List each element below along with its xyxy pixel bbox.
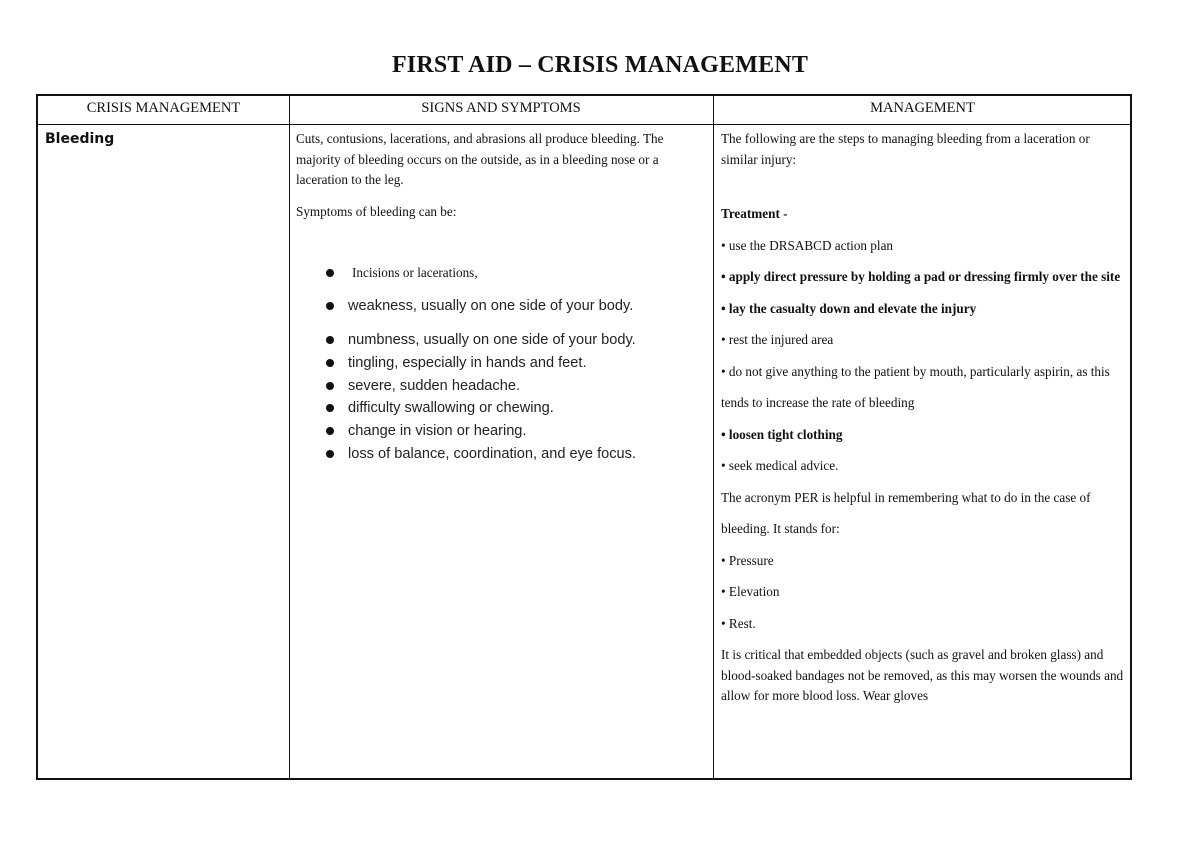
bullet-icon — [326, 450, 334, 458]
treatment-step: • rest the injured area — [721, 332, 834, 347]
treatment-step: • do not give anything to the patient by mouth, particularly aspirin, as this — [721, 363, 1110, 379]
list-item — [296, 443, 706, 466]
bullet-icon — [326, 382, 334, 390]
list-item — [296, 263, 706, 284]
crisis-cell: Bleeding — [45, 131, 115, 147]
bullet-icon — [326, 404, 334, 412]
symptom-text: numbness, usually on one side of your body. — [348, 332, 636, 349]
list-item — [296, 295, 706, 318]
treatment-step: • apply direct pressure by holding a pad or dressing firmly over the site — [721, 269, 1121, 284]
symptom-text: weakness, usually on one side of your body. — [348, 297, 634, 314]
bullet-icon — [326, 302, 334, 310]
per-item: • Pressure — [721, 552, 774, 568]
symptom-text: loss of balance, coordination, and eye focus. — [348, 445, 637, 462]
header-crisis-management: CRISIS MANAGEMENT — [86, 100, 241, 116]
treatment-step: • use the DRSABCD action plan — [721, 237, 894, 253]
header-management: MANAGEMENT — [870, 100, 975, 116]
treatment-step: • lay the casualty down and elevate the injury — [721, 300, 977, 316]
symptoms-lead: Symptoms of bleeding can be: — [296, 203, 457, 219]
document-title: FIRST AID – CRISIS MANAGEMENT — [391, 52, 809, 78]
crisis-management-table — [36, 94, 1132, 780]
treatment-step: • seek medical advice. — [721, 458, 839, 473]
bullet-icon — [326, 427, 334, 435]
treatment-heading: Treatment - — [721, 206, 788, 221]
treatment-step: tends to increase the rate of bleeding — [721, 395, 915, 410]
header-signs-and-symptoms: SIGNS AND SYMPTOMS — [421, 100, 581, 116]
signs-intro: Cuts, contusions, lacerations, and abrasions all produce bleeding. The majority of bleeding occurs on the outside, as in a bleeding nose or a laceration to the leg. — [296, 131, 664, 187]
symptom-text: severe, sudden headache. — [348, 377, 521, 394]
per-intro: bleeding. It stands for: — [721, 521, 840, 536]
bullet-icon — [326, 336, 334, 344]
management-intro: The following are the steps to managing bleeding from a laceration or similar injury: — [721, 131, 1090, 167]
symptom-text: change in vision or hearing. — [348, 423, 527, 440]
closing-paragraph: It is critical that embedded objects (such as gravel and broken glass) and blood-soaked bandages not be removed, as this may worsen the wounds and allow for more blood loss. Wear gloves — [721, 647, 1124, 703]
column-divider — [713, 96, 714, 778]
list-item — [296, 375, 706, 398]
signs-cell — [296, 129, 706, 465]
list-item — [296, 420, 706, 443]
symptom-text: difficulty swallowing or chewing. — [348, 400, 554, 417]
per-item: • Elevation — [721, 584, 780, 599]
bullet-icon — [326, 359, 334, 367]
treatment-step: • loosen tight clothing — [721, 426, 843, 442]
per-item: • Rest. — [721, 615, 756, 631]
list-item — [296, 397, 706, 420]
symptom-text: Incisions or lacerations, — [352, 265, 478, 280]
bullet-icon — [326, 269, 334, 277]
symptom-text: tingling, especially in hands and feet. — [348, 354, 587, 371]
list-item — [296, 329, 706, 352]
column-divider — [289, 96, 290, 778]
per-intro: The acronym PER is helpful in remembering what to do in the case of — [721, 489, 1091, 505]
management-cell — [721, 129, 1126, 707]
list-item — [296, 352, 706, 375]
symptoms-list — [296, 263, 706, 465]
